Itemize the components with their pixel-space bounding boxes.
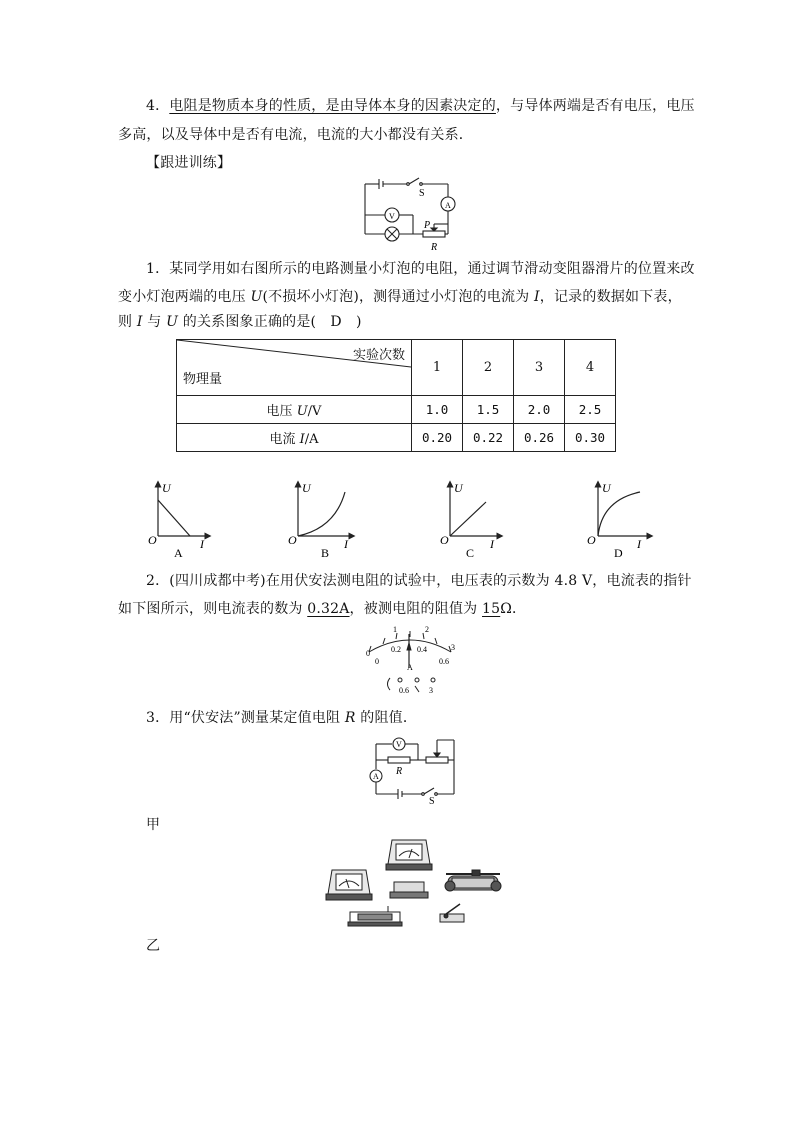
resistor-device xyxy=(390,882,428,898)
switch-label: S xyxy=(429,796,435,804)
q2-unit: Ω． xyxy=(500,601,527,617)
graph-c-origin: O xyxy=(440,533,449,547)
item4-line2: 多高，以及导体中是否有电流，电流的大小都没有关系． xyxy=(118,127,473,143)
graph-c-line xyxy=(450,502,486,536)
dial-upper-3: 3 xyxy=(451,643,455,652)
q3-var-r: R xyxy=(344,710,356,726)
ammeter-label: A xyxy=(373,772,379,781)
graph-d-origin: O xyxy=(587,533,596,547)
item4-underlined-answer: 电阻是物质本身的性质，是由导体本身的因素决定的 xyxy=(169,98,496,114)
q3-text: 的阻值． xyxy=(355,710,418,726)
q1-text: ，记录的数据如下表， xyxy=(539,289,682,305)
graph-c-x-label: I xyxy=(490,537,494,551)
q1-var-u: U xyxy=(250,289,263,305)
table-cell: 0.20 xyxy=(412,424,463,452)
slider-label: P xyxy=(424,220,431,231)
q2-answer-resistance: 15 xyxy=(482,601,501,617)
row-label xyxy=(177,424,412,452)
row-label-text: 电流 xyxy=(269,432,300,447)
table-row xyxy=(177,396,616,424)
graph-b-letter: B xyxy=(321,546,330,560)
circuit-diagram-1 xyxy=(355,174,465,256)
battery-device xyxy=(348,906,402,926)
corner-bottom-label: 物理量 xyxy=(183,372,223,387)
q1-line1: 1．某同学用如右图所示的电路测量小灯泡的电阻，通过调节滑动变阻器滑片的位置来改 xyxy=(146,261,695,277)
equipment-illustration xyxy=(322,836,506,928)
row-label-text: 电压 xyxy=(266,404,297,419)
graph-a-letter: A xyxy=(174,546,183,560)
q2-text: ，被测电阻的阻值为 xyxy=(349,601,482,617)
q2-line1: 2．(四川成都中考)在用伏安法测电阻的试验中，电压表的示数为 4.8 V，电流表的指针 xyxy=(146,573,692,589)
resistor-label: R xyxy=(396,766,403,777)
table-header-cell: 4 xyxy=(565,340,616,396)
voltmeter-device xyxy=(386,840,432,870)
row-label xyxy=(177,396,412,424)
q1-var-u: U xyxy=(166,314,179,330)
q1-var-i: I xyxy=(534,289,540,305)
ammeter-dial xyxy=(355,620,465,698)
item4-line1 xyxy=(146,94,695,118)
table-header-row xyxy=(177,340,616,396)
q2-text: 如下图所示，则电流表的数为 xyxy=(118,601,308,617)
dial-upper-0: 0 xyxy=(366,649,370,658)
table-corner-cell xyxy=(177,340,412,396)
item4-number: 4． xyxy=(146,98,170,114)
graph-c-letter: C xyxy=(466,546,475,560)
q1-text: (不损坏小灯泡)，测得通过小灯泡的电流为 xyxy=(262,289,535,305)
corner-top-label: 实验次数 xyxy=(352,348,405,363)
item4-text: ，与导体两端是否有电压，电压 xyxy=(495,98,695,114)
dial-lower-2: 0.4 xyxy=(417,645,427,654)
label-jia: 甲 xyxy=(146,817,161,833)
graph-b-y-label: U xyxy=(302,481,311,495)
data-table xyxy=(176,339,616,452)
graph-a-origin: O xyxy=(148,533,157,547)
q1-answer: 的关系图象正确的是( D ) xyxy=(178,314,362,330)
table-row xyxy=(177,424,616,452)
graph-b-origin: O xyxy=(288,533,297,547)
graph-d-x-label: I xyxy=(637,537,641,551)
table-cell: 0.26 xyxy=(514,424,565,452)
graph-a-line xyxy=(158,500,190,536)
q1-line3 xyxy=(118,310,362,334)
table-cell: 2.5 xyxy=(565,396,616,424)
q3-text: 3．用“伏安法”测量某定值电阻 xyxy=(146,710,345,726)
q3-line1 xyxy=(146,706,417,730)
table-cell: 2.0 xyxy=(514,396,565,424)
section-title: 【跟进训练】 xyxy=(146,155,232,171)
table-header-cell: 1 xyxy=(412,340,463,396)
rheostat-device xyxy=(445,870,501,891)
graph-c-y-label: U xyxy=(454,481,463,495)
ammeter-device xyxy=(326,870,372,900)
dial-unit: A xyxy=(407,663,413,672)
row-label-var: I xyxy=(299,432,305,447)
q1-text: 与 xyxy=(142,314,167,330)
dial-lower-0: 0 xyxy=(375,657,379,666)
dial-lower-1: 0.2 xyxy=(391,645,401,654)
q2-line2 xyxy=(118,597,526,621)
voltmeter-label: V xyxy=(396,740,402,749)
table-cell: 0.30 xyxy=(565,424,616,452)
graph-d-letter: D xyxy=(614,546,623,560)
switch-label: S xyxy=(419,188,425,199)
graph-a-x-label: I xyxy=(200,537,204,551)
terminal-0-6: 0.6 xyxy=(399,686,409,695)
dial-upper-2: 2 xyxy=(425,625,429,634)
row-label-unit: /V xyxy=(307,404,322,419)
q1-line2 xyxy=(118,285,682,309)
graph-b-x-label: I xyxy=(344,537,348,551)
circuit-diagram-2 xyxy=(360,732,460,804)
q1-text: 则 xyxy=(118,314,137,330)
dial-upper-1: 1 xyxy=(393,625,397,634)
switch-device xyxy=(440,904,464,922)
row-label-var: U xyxy=(296,404,308,419)
graph-d-curve xyxy=(598,492,640,536)
ammeter-label: A xyxy=(445,201,451,210)
graph-d-y-label: U xyxy=(602,481,611,495)
table-cell: 1.0 xyxy=(412,396,463,424)
graph-b-curve xyxy=(298,492,345,536)
label-yi: 乙 xyxy=(146,938,161,954)
row-label-unit: /A xyxy=(304,432,319,447)
q1-text: 变小灯泡两端的电压 xyxy=(118,289,251,305)
dial-lower-3: 0.6 xyxy=(439,657,449,666)
table-header-cell: 3 xyxy=(514,340,565,396)
q1-var-i: I xyxy=(136,314,143,330)
table-header-cell: 2 xyxy=(463,340,514,396)
terminal-3: 3 xyxy=(429,686,433,695)
graph-a-y-label: U xyxy=(162,481,171,495)
graph-options xyxy=(140,478,660,560)
voltmeter-label: V xyxy=(389,212,395,221)
table-cell: 1.5 xyxy=(463,396,514,424)
table-cell: 0.22 xyxy=(463,424,514,452)
rheostat-label: R xyxy=(431,242,438,253)
q2-answer-current: 0.32A xyxy=(307,601,350,617)
